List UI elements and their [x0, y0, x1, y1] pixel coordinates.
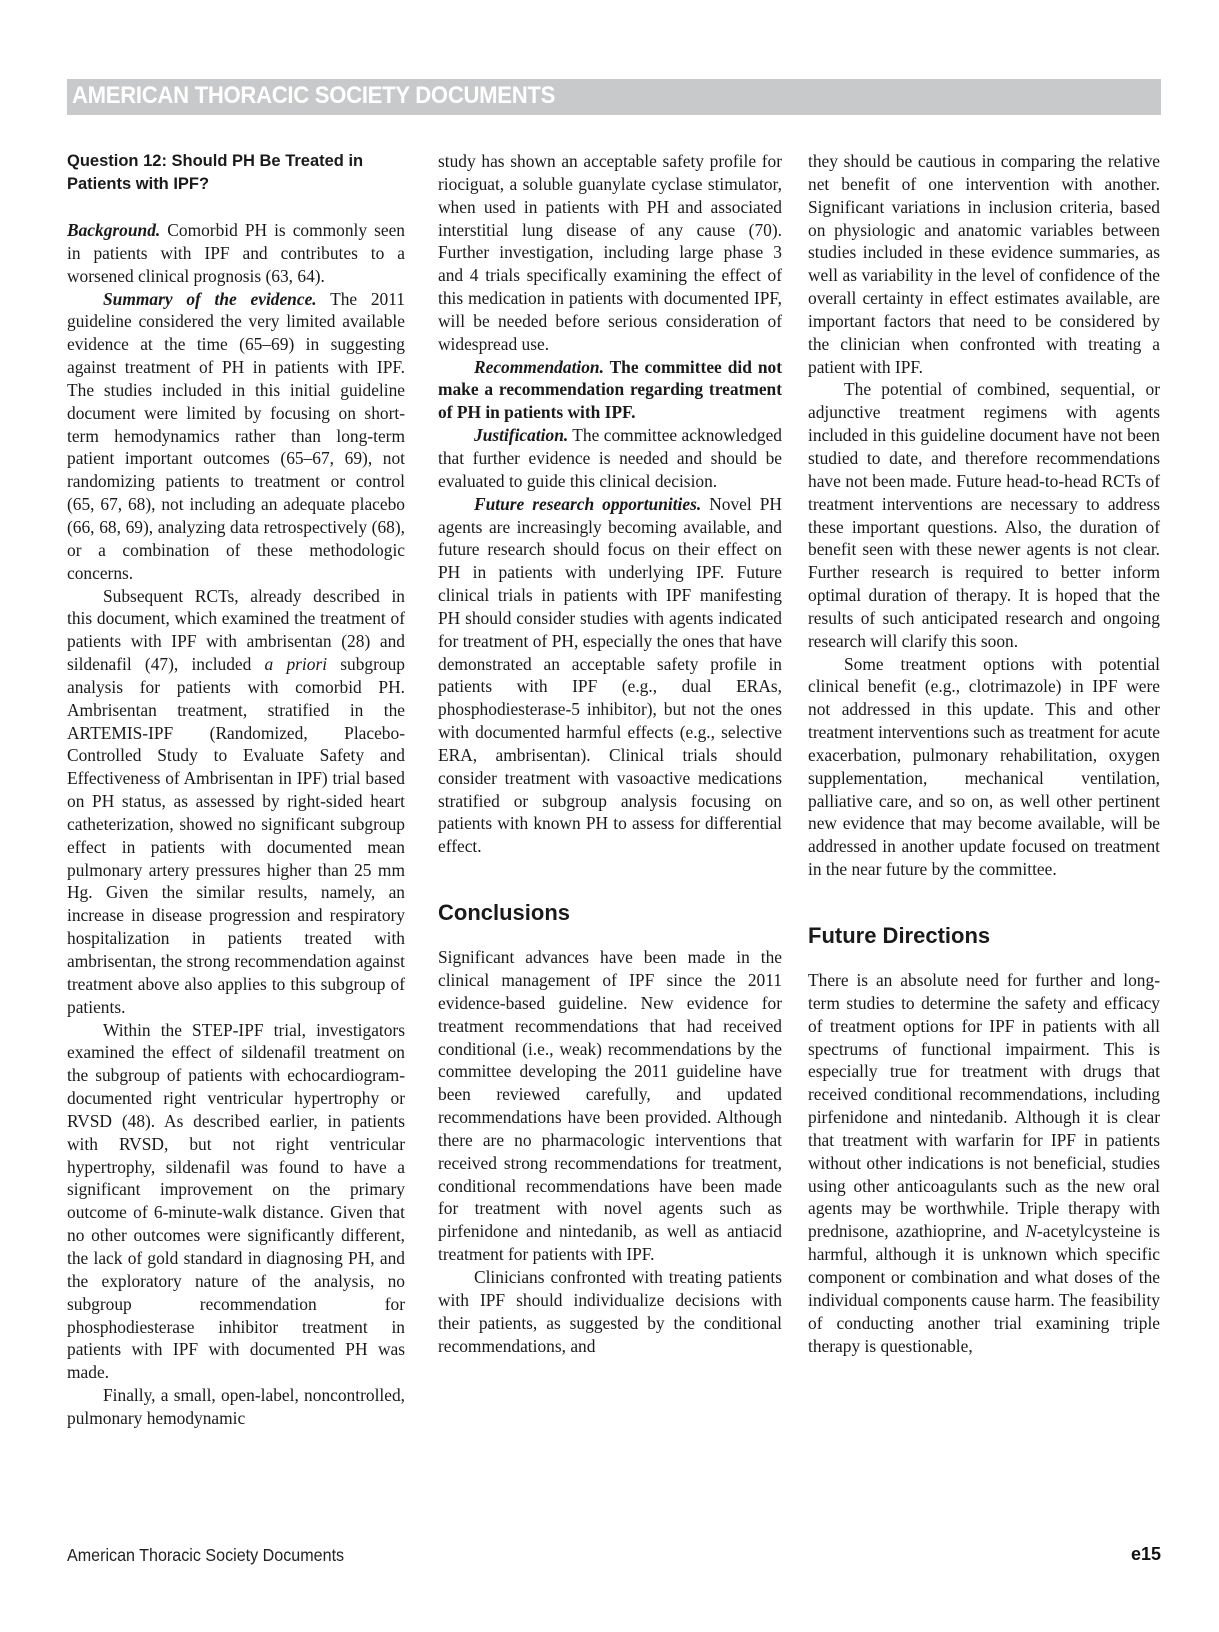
clinicians-paragraph: Clinicians confronted with treating patients with IPF should individualize decisions with their patients, as suggested by the conditional recommendations, and: [438, 1266, 782, 1356]
question-title: Question 12: Should PH Be Treated in Patients with IPF?: [67, 152, 364, 193]
finally-paragraph: Finally, a small, open-label, noncontrolled, pulmonary hemodynamic: [67, 1385, 405, 1428]
step-ipf-paragraph: Within the STEP-IPF trial, investigators examined the effect of sildenafil treatment on the subgroup of patients with echocardiogram-documented right ventricular hypertrophy or RVSD (48). As described earlier, in patients with RVSD, but not right ventricular hypertrophy, sildenafil was found to have a significant improvement on the primary outcome of 6-minute-walk distance. Given that no other outcomes were significantly different, the lack of gold standard in diagnosing PH, and the exploratory nature of the analysis, no subgroup recommendation for phosphodiesterase inhibitor treatment in patients with IPF with documented PH was made.: [67, 1019, 405, 1383]
column-1: [67, 150, 405, 1430]
subsequent-rcts-paragraph: Subsequent RCTs, already described in this document, which examined the treatment of patients with IPF with ambrisentan (28) and sildenafil (47), included a priori subgroup analysis for patients with comorbid PH. Ambrisentan treatment, stratified in the ARTEMIS-IPF (Randomized, Placebo-Controlled Study to Evaluate Safety and Effectiveness of Ambrisentan in IPF) trial based on PH status, as assessed by right-sided heart catheterization, showed no significant subgroup effect in patients with documented mean pulmonary artery pressures higher than 25 mm Hg. Given the similar results, namely, an increase in disease progression and respiratory hospitalization in patients treated with ambrisentan, the strong recommendation against treatment above also applies to this subgroup of patients.: [67, 585, 405, 1017]
column-3: [808, 150, 1160, 1357]
conclusions-heading: Conclusions: [438, 900, 571, 926]
conclusions-paragraph: Significant advances have been made in the clinical management of IPF since the 2011 evidence-based guideline. New evidence for treatment recommendations that had received conditional (i.e., weak) recommendations by the committee developing the 2011 guideline have been reviewed carefully, and updated recommendations have been provided. Although there are no pharmacologic interventions that received strong recommendations for treatment, conditional recommendations have been made for treatment with novel agents such as pirfenidone and nintedanib, as well as antiacid treatment for patients with IPF.: [438, 947, 782, 1265]
other-options-paragraph: Some treatment options with potential clinical benefit (e.g., clotrimazole) in IPF were not addressed in this update. This and other treatment interventions such as treatment for acute exacerbation, pulmonary rehabilitation, oxygen supplementation, mechanical ventilation, palliative care, and so on, as well other pertinent new evidence that may become available, will be addressed in another update focused on treatment in the near future by the committee.: [808, 653, 1160, 880]
footer-journal: American Thoracic Society Documents: [67, 1545, 345, 1565]
future-directions-heading: Future Directions: [808, 923, 991, 948]
recommendation-paragraph: Recommendation. The committee did not make a recommendation regarding treatment of PH in patients with IPF.: [438, 356, 782, 423]
background-lead: Background.: [67, 220, 161, 240]
future-research-lead: Future research opportunities.: [474, 493, 702, 514]
summary-lead: Summary of the evidence.: [103, 288, 317, 309]
combined-treatment-paragraph: The potential of combined, sequential, or adjunctive treatment regimens with agents included in this guideline document have not been studied to date, and therefore recommendations have not been made. Future head-to-head RCTs of treatment interventions are necessary to address these important questions. Also, the duration of benefit seen with these newer agents is not clear. Further research is required to better inform optimal duration of therapy. It is hoped that the results of such anticipated research and ongoing research will clarify this soon.: [808, 379, 1160, 651]
page-number: e15: [1130, 1544, 1161, 1564]
column-2: [438, 150, 782, 1357]
future-research-paragraph: Future research opportunities. Novel PH agents are increasingly becoming available, and future research should focus on their effect on PH in patients with underlying IPF. Future clinical trials in patients with IPF manifesting PH should consider studies with agents indicated for treatment of PH, especially the ones that have demonstrated an acceptable safety profile in patients with IPF (e.g., dual ERAs, phosphodiesterase-5 inhibitor), but not the ones with documented harmful effects (e.g., selective ERA, ambrisentan). Clinical trials should consider treatment with vasoactive medications stratified or subgroup analysis focusing on patients with known PH to assess for differential effect.: [438, 493, 782, 857]
banner-title: AMERICAN THORACIC SOCIETY DOCUMENTS: [72, 82, 556, 109]
caution-paragraph: they should be cautious in comparing the relative net benefit of one intervention with another. Significant variations in inclusion criteria, based on physiologic and anatomic variables between studies included in these evidence summaries, as well as variability in the level of confidence of the overall certainty in effect estimates available, are important factors that need to be considered by the clinician when confronted with treating a patient with IPF.: [808, 151, 1160, 377]
future-directions-paragraph: There is an absolute need for further and long-term studies to determine the safety and efficacy of treatment options for IPF in patients with all spectrums of functional impairment. This is especially true for treatment with drugs that received conditional recommendations, including pirfenidone and nintedanib. Although it is clear that treatment with warfarin for IPF in patients without other indications is not beneficial, studies using other anticoagulants such as the new oral agents may be worthwhile. Triple therapy with prednisone, azathioprine, and N-acetylcysteine is harmful, although it is unknown which specific component or combination and what doses of the individual components cause harm. The feasibility of conducting another trial examining triple therapy is questionable,: [808, 970, 1160, 1356]
justification-paragraph: Justification. The committee acknowledged that further evidence is needed and should be evaluated to guide this clinical decision.: [438, 425, 782, 491]
recommendation-lead: Recommendation.: [474, 356, 604, 377]
section-banner: [67, 79, 1161, 115]
background-paragraph: Background. Comorbid PH is commonly seen in patients with IPF and contributes to a worsened clinical prognosis (63, 64).: [67, 220, 405, 286]
justification-lead: Justification.: [474, 425, 569, 446]
summary-paragraph: Summary of the evidence. The 2011 guideline considered the very limited available evidence at the time (65–69) in suggesting against treatment of PH in patients with IPF. The studies included in this initial guideline document were limited by focusing on short-term hemodynamics rather than long-term patient important outcomes (65–67, 69), not randomizing patients to treatment or control (65, 67, 68), not including an adequate placebo (66, 68, 69), analyzing data retrospectively (68), or a combination of these methodologic concerns.: [67, 288, 405, 583]
riociguat-paragraph: study has shown an acceptable safety profile for riociguat, a soluble guanylate cyclase stimulator, when used in patients with PH and associated interstitial lung disease of any cause (70). Further investigation, including large phase 3 and 4 trials specifically examining the effect of this medication in patients with documented IPF, will be needed before serious consideration of widespread use.: [438, 151, 782, 354]
